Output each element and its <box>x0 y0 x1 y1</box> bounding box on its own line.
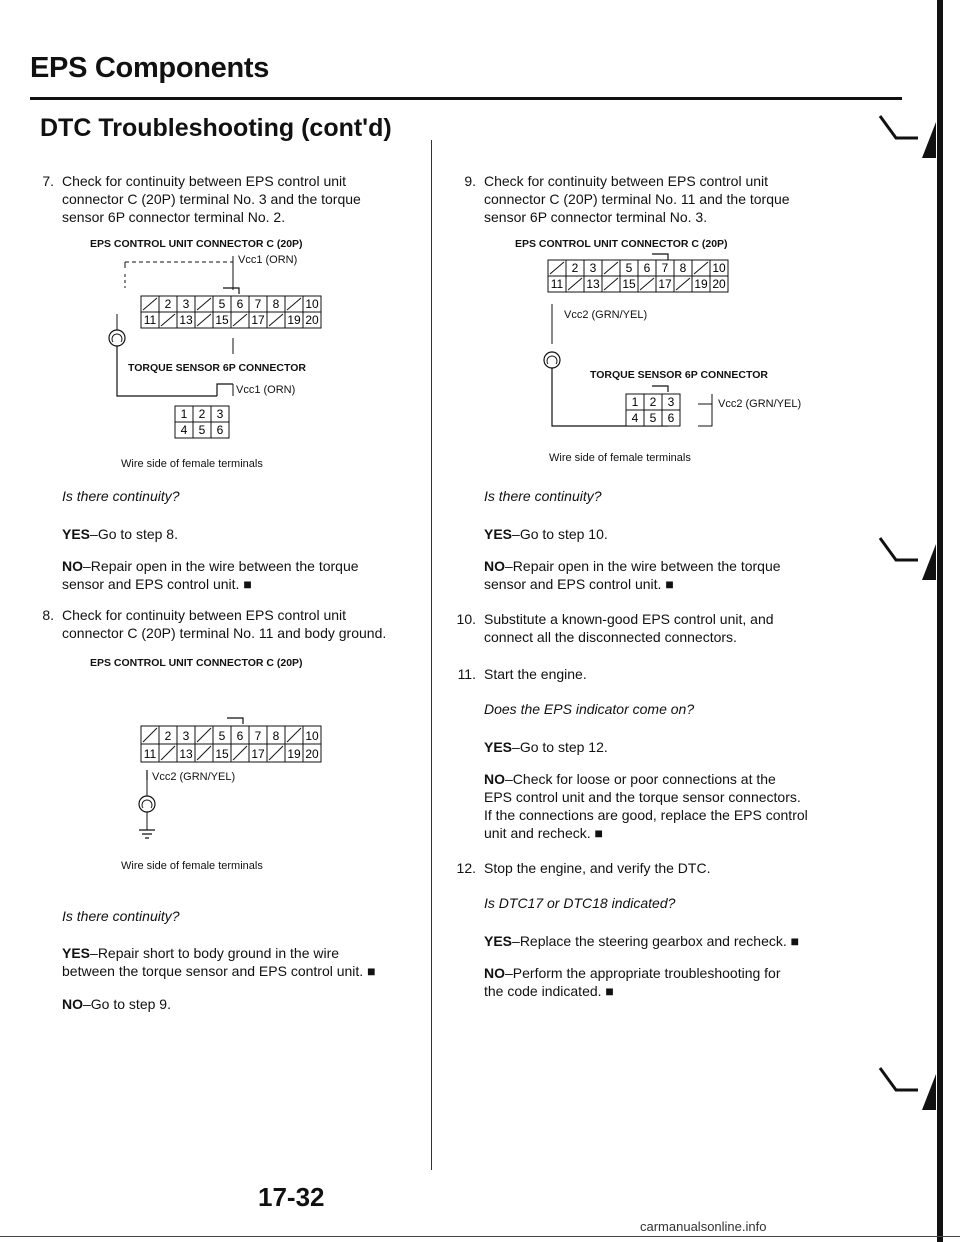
terminal-number: 11 <box>550 277 564 291</box>
terminal-number: 15 <box>215 747 229 761</box>
terminal-number: 20 <box>305 747 319 761</box>
terminal-number: 17 <box>251 747 265 761</box>
answer-yes-text: between the torque sensor and EPS control unit. ■ <box>62 963 376 979</box>
answer-yes: YES–Repair short to body ground in the wire between the torque sensor and EPS control unit. ■ <box>62 944 432 980</box>
watermark: carmanualsonline.info <box>640 1219 767 1234</box>
answer-no-text: Check for loose or poor connections at the <box>512 771 776 787</box>
step-7 <box>30 172 410 232</box>
terminal-number: 5 <box>625 261 633 275</box>
terminal-number: 1 <box>180 407 188 421</box>
column-divider <box>431 140 432 1170</box>
wire-label-vcc2: Vcc2 (GRN/YEL) <box>152 771 236 783</box>
step-10 <box>452 610 852 650</box>
terminal-number: 3 <box>182 729 190 743</box>
diagram-title: EPS CONTROL UNIT CONNECTOR C (20P) <box>90 657 303 669</box>
yes-label: YES <box>62 945 91 961</box>
terminal-number: 13 <box>179 747 193 761</box>
step-number: 11. <box>457 666 476 682</box>
yes-label: YES <box>484 526 513 542</box>
no-label: NO <box>484 558 505 574</box>
answer-no: NO–Go to step 9. <box>62 996 171 1012</box>
yes-label: YES <box>484 933 513 949</box>
answer-yes-text: Repair short to body ground in the wire <box>97 945 340 961</box>
terminal-number: 10 <box>305 729 319 743</box>
yes-label: YES <box>484 739 513 755</box>
terminal-number: 19 <box>287 747 301 761</box>
terminal-number: 8 <box>272 729 280 743</box>
answer-yes-text: Go to step 12. <box>519 739 608 755</box>
terminal-number: 7 <box>254 297 262 311</box>
answer-yes-text: Go to step 10. <box>519 526 608 542</box>
terminal-number: 10 <box>305 297 319 311</box>
terminal-number: 7 <box>661 261 669 275</box>
answer-no-text: If the connections are good, replace the EPS control <box>484 807 808 823</box>
wire-label-vcc2: Vcc2 (GRN/YEL) <box>564 309 648 321</box>
terminal-number: 2 <box>164 297 172 311</box>
answer-no: NO–Repair open in the wire between the torque sensor and EPS control unit. ■ <box>484 557 844 593</box>
sensor-connector-title: TORQUE SENSOR 6P CONNECTOR <box>128 362 306 374</box>
terminal-number: 2 <box>198 407 206 421</box>
question: Is there continuity? <box>484 488 602 504</box>
terminal-number: 3 <box>589 261 597 275</box>
step-number: 8. <box>42 607 54 623</box>
step-text-line: Check for continuity between EPS control unit <box>484 173 769 189</box>
no-label: NO <box>484 771 505 787</box>
no-label: NO <box>62 558 83 574</box>
diagram-caption: Wire side of female terminals <box>121 458 263 470</box>
wire-label-vcc2-sensor: Vcc2 (GRN/YEL) <box>718 398 802 410</box>
terminal-number: 20 <box>305 313 319 327</box>
sensor-connector-title: TORQUE SENSOR 6P CONNECTOR <box>590 369 768 381</box>
bottom-rule <box>0 1236 960 1237</box>
page-number: 17-32 <box>258 1182 325 1212</box>
index-tab-mark-3 <box>878 1064 938 1114</box>
terminal-number: 11 <box>143 313 157 327</box>
terminal-number: 13 <box>179 313 193 327</box>
answer-no-text: sensor and EPS control unit. ■ <box>484 576 674 592</box>
terminal-number: 7 <box>254 729 262 743</box>
step-11 <box>452 665 852 685</box>
yes-label: YES <box>62 526 91 542</box>
terminal-number: 19 <box>694 277 708 291</box>
terminal-number: 8 <box>679 261 687 275</box>
terminal-number: 3 <box>667 395 675 409</box>
answer-no-text: unit and recheck. ■ <box>484 825 603 841</box>
terminal-number: 6 <box>643 261 651 275</box>
wire-label-vcc1: Vcc1 (ORN) <box>238 254 298 266</box>
terminal-number: 17 <box>658 277 672 291</box>
terminal-number: 6 <box>667 411 675 425</box>
step-text-line: connector C (20P) terminal No. 11 and the torque <box>484 191 790 207</box>
terminal-number: 20 <box>712 277 726 291</box>
answer-no: NO–Check for loose or poor connections at the EPS control unit and the torque sensor connectors. If the connections are good, replace the EPS control unit and recheck. ■ <box>484 770 854 842</box>
answer-no-text: Repair open in the wire between the torque <box>90 558 359 574</box>
answer-yes: YES–Go to step 10. <box>484 526 608 542</box>
step-9 <box>452 172 852 232</box>
terminal-number: 19 <box>287 313 301 327</box>
diagram-caption: Wire side of female terminals <box>121 860 263 872</box>
page-edge-bar <box>937 0 943 1242</box>
connector-diagram-step9 <box>530 248 810 448</box>
step-text-line: connect all the disconnected connectors. <box>484 629 737 645</box>
answer-no-text: Repair open in the wire between the torque <box>512 558 781 574</box>
terminal-number: 2 <box>649 395 657 409</box>
answer-no-text: Perform the appropriate troubleshooting for <box>512 965 781 981</box>
terminal-number: 2 <box>164 729 172 743</box>
terminal-number: 2 <box>571 261 579 275</box>
answer-no-text: Go to step 9. <box>90 996 171 1012</box>
answer-no-text: EPS control unit and the torque sensor connectors. <box>484 789 801 805</box>
section-title: DTC Troubleshooting (cont'd) <box>40 114 392 142</box>
page-header-title: EPS Components <box>30 52 270 84</box>
step-number: 12. <box>456 860 476 876</box>
step-text-line: Stop the engine, and verify the DTC. <box>484 860 711 876</box>
terminal-number: 11 <box>143 747 157 761</box>
step-text-line: sensor 6P connector terminal No. 2. <box>62 209 286 225</box>
header-rule <box>30 97 902 100</box>
step-text-line: connector C (20P) terminal No. 3 and the torque <box>62 191 361 207</box>
answer-yes: YES–Go to step 12. <box>484 739 608 755</box>
terminal-number: 8 <box>272 297 280 311</box>
step-text-line: Check for continuity between EPS control unit <box>62 173 347 189</box>
step-12 <box>452 859 852 879</box>
terminal-number: 15 <box>622 277 636 291</box>
step-text-line: Start the engine. <box>484 666 587 682</box>
answer-yes-text: Go to step 8. <box>97 526 178 542</box>
terminal-number: 5 <box>649 411 657 425</box>
question: Is there continuity? <box>62 488 180 504</box>
terminal-number: 15 <box>215 313 229 327</box>
answer-yes: YES–Replace the steering gearbox and recheck. ■ <box>484 933 800 949</box>
terminal-number: 17 <box>251 313 265 327</box>
answer-no-text: the code indicated. ■ <box>484 983 614 999</box>
step-text-line: Substitute a known-good EPS control unit, and <box>484 611 774 627</box>
terminal-number: 6 <box>236 729 244 743</box>
no-label: NO <box>484 965 505 981</box>
answer-no: NO–Repair open in the wire between the torque sensor and EPS control unit. ■ <box>62 557 422 593</box>
step-8 <box>30 606 430 646</box>
answer-yes: YES–Go to step 8. <box>62 526 178 542</box>
terminal-number: 5 <box>218 729 226 743</box>
diagram-caption: Wire side of female terminals <box>549 452 691 464</box>
step-text-line: sensor 6P connector terminal No. 3. <box>484 209 708 225</box>
step-number: 9. <box>464 173 476 189</box>
terminal-number: 6 <box>236 297 244 311</box>
terminal-number: 4 <box>180 423 188 437</box>
answer-no: NO–Perform the appropriate troubleshooting for the code indicated. ■ <box>484 964 854 1000</box>
no-label: NO <box>62 996 83 1012</box>
terminal-number: 4 <box>631 411 639 425</box>
diagram-title: EPS CONTROL UNIT CONNECTOR C (20P) <box>515 238 728 250</box>
question: Does the EPS indicator come on? <box>484 701 695 717</box>
wire-label-vcc1-sensor: Vcc1 (ORN) <box>236 384 296 396</box>
terminal-number: 6 <box>216 423 224 437</box>
terminal-number: 3 <box>182 297 190 311</box>
terminal-number: 3 <box>216 407 224 421</box>
step-text-line: Check for continuity between EPS control unit <box>62 607 347 623</box>
terminal-number: 1 <box>631 395 639 409</box>
terminal-number: 10 <box>712 261 726 275</box>
question: Is there continuity? <box>62 908 180 924</box>
answer-yes-text: Replace the steering gearbox and recheck. ■ <box>519 933 800 949</box>
terminal-number: 5 <box>198 423 206 437</box>
step-number: 10. <box>456 611 476 627</box>
step-text-line: connector C (20P) terminal No. 11 and body ground. <box>62 625 387 641</box>
question: Is DTC17 or DTC18 indicated? <box>484 895 676 911</box>
connector-diagram-step7 <box>105 254 365 459</box>
index-tab-mark-2 <box>878 534 938 584</box>
index-tab-mark-1 <box>878 112 938 162</box>
terminal-number: 13 <box>586 277 600 291</box>
step-number: 7. <box>42 173 54 189</box>
answer-no-text: sensor and EPS control unit. ■ <box>62 576 252 592</box>
terminal-number: 5 <box>218 297 226 311</box>
diagram-title: EPS CONTROL UNIT CONNECTOR C (20P) <box>90 238 303 250</box>
